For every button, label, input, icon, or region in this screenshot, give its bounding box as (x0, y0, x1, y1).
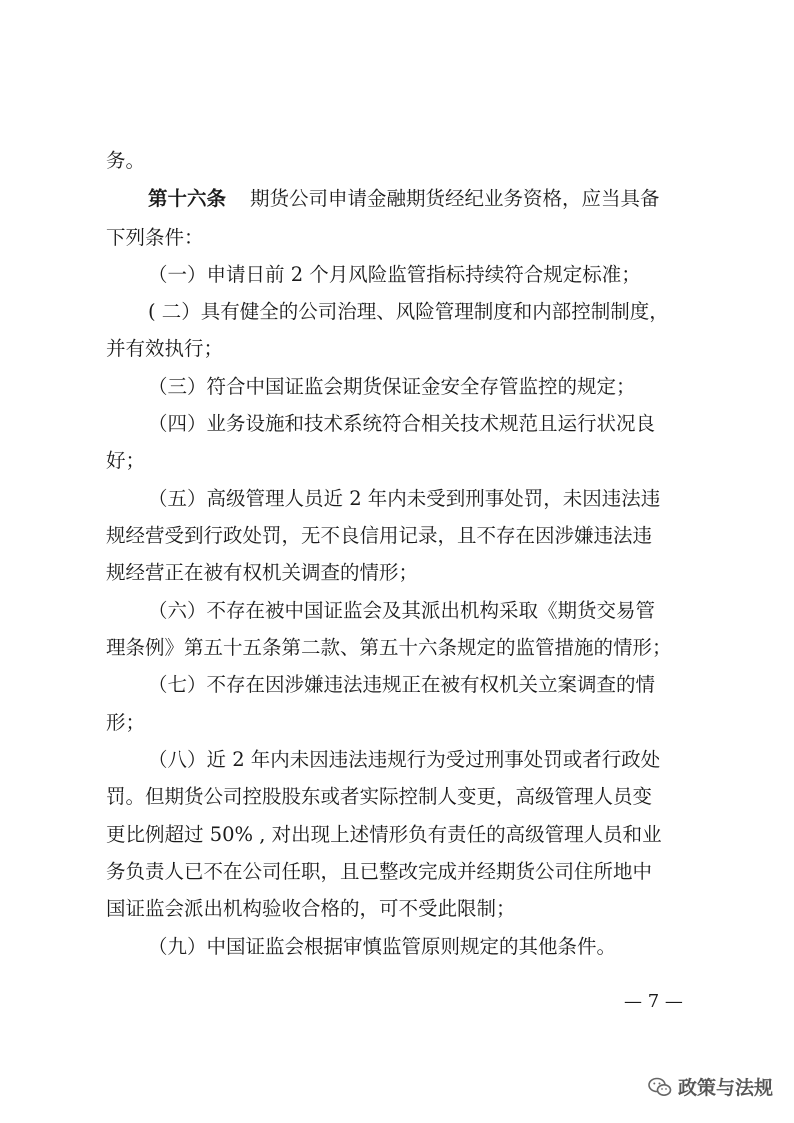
watermark-text: 政策与法规 (678, 1077, 774, 1099)
text-line: （一）申请日前 2 个月风险监管指标持续符合规定标准； (148, 263, 641, 286)
page-number: — 7 — (624, 991, 683, 1012)
text-line: 并有效执行； (106, 337, 224, 360)
article-label: 第十六条 (148, 187, 227, 210)
text-line: 好； (106, 449, 146, 472)
article-text: 期货公司申请金融期货经纪业务资格，应当具备 (250, 187, 660, 210)
text-line: （九）中国证监会根据审慎监管原则规定的其他条件。 (148, 935, 617, 958)
wechat-icon (648, 1077, 672, 1097)
text-line: （四）业务设施和技术系统符合相关技术规范且运行状况良 (148, 412, 656, 435)
text-line: 形； (106, 711, 146, 734)
text-line: 国证监会派出机构验收合格的，可不受此限制； (106, 897, 516, 920)
text-line: （八）近 2 年内未因违法违规行为受过刑事处罚或者行政处 (148, 748, 661, 771)
watermark (648, 1073, 773, 1100)
text-line: 理条例》第五十五条第二款、第五十六条规定的监管措施的情形； (106, 636, 672, 659)
text-line: （七）不存在因涉嫌违法违规正在被有权机关立案调查的情 (148, 673, 656, 696)
text-line: 规经营受到行政处罚，无不良信用记录，且不存在因涉嫌违法违 (106, 524, 653, 547)
text-line: （六）不存在被中国证监会及其派出机构采取《期货交易管 (148, 599, 656, 622)
text-line: 下列条件： (106, 226, 204, 249)
text-line: 罚。但期货公司控股股东或者实际控制人变更，高级管理人员变 (106, 785, 653, 808)
text-line: 更比例超过 50% , 对出现上述情形负有责任的高级管理人员和业 (106, 823, 662, 846)
article-heading-line (148, 186, 660, 212)
text-line: （三）符合中国证监会期货保证金安全存管监控的规定； (148, 375, 636, 398)
text-line: （五）高级管理人员近 2 年内未受到刑事处罚，未因违法违 (148, 487, 661, 510)
text-line: 规经营正在被有权机关调查的情形； (106, 561, 419, 584)
text-line: 务负责人已不在公司任职，且已整改完成并经期货公司住所地中 (106, 860, 653, 883)
text-line: ( 二）具有健全的公司治理、风险管理制度和内部控制制度， (148, 300, 669, 323)
text-line: 务。 (106, 149, 146, 172)
